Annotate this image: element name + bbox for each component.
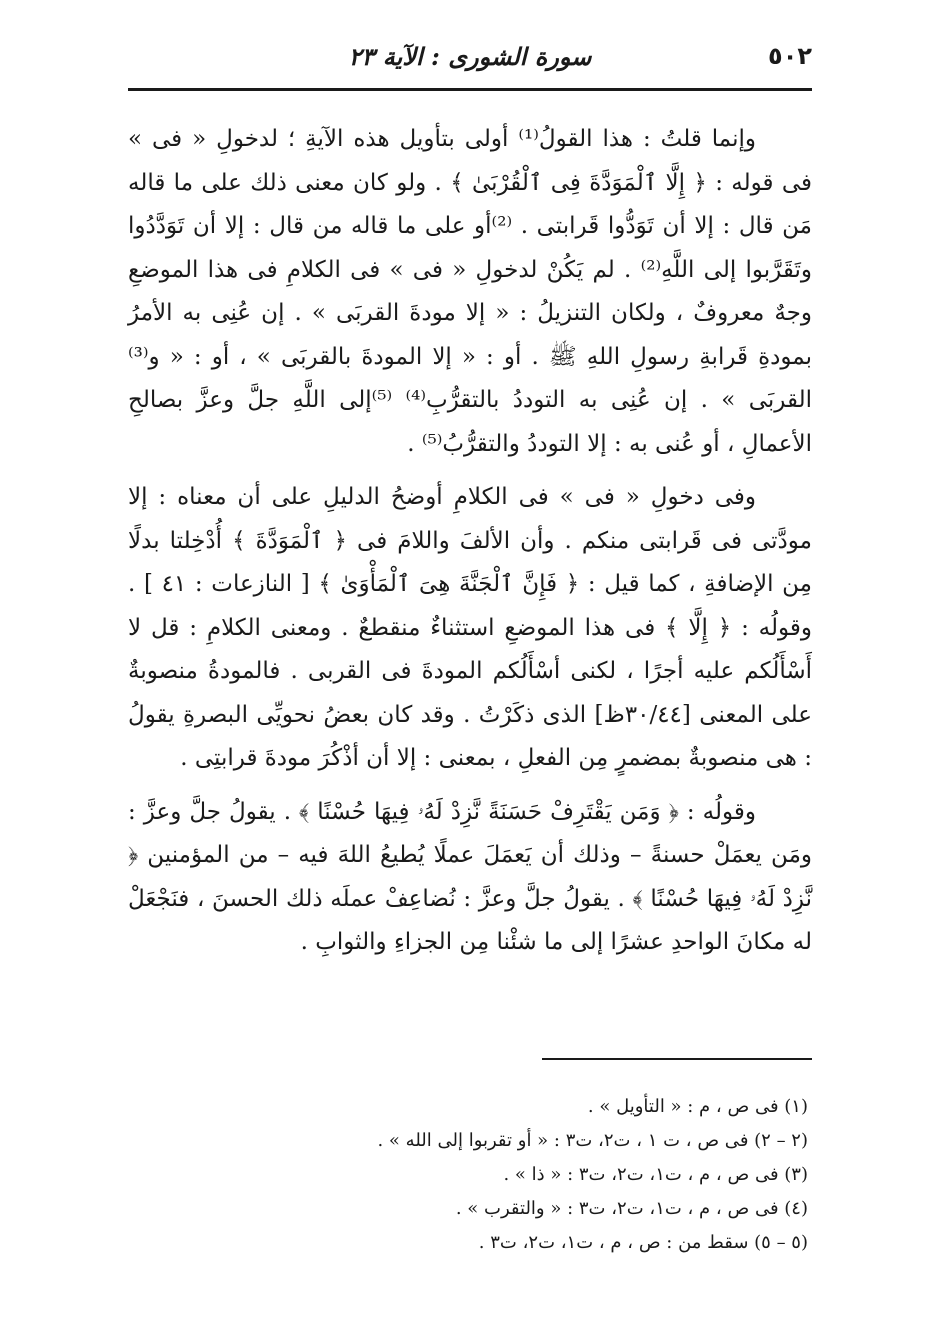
footnote-rule: [542, 1058, 812, 1060]
footnote-4: (٤) فى ص ، م ، ت١، ت٢، ت٣ : « والتقرب » .: [455, 1198, 808, 1219]
paragraph-1: وإنما قلتُ : هذا القولُ⁽¹⁾ أولى بتأويل هذه الآيةِ ؛ لدخولِ « فى » فى قوله : ﴿ إِلَّا ٱلْمَوَدَّةَ فِى ٱلْقُرْبَىٰ ﴾ . ولو كان معنى ذلك على ما قاله مَن قال : إلا أن تَوَدُّوا قَرابتى . ⁽²⁾أو على ما قاله من قال : إلا أن تَوَدَّدُوا وتَقَرَّبوا إلى اللَّهِ⁽²⁾ . لم يَكُنْ لدخولِ « فى » فى الكلامِ فى هذا الموضعِ وجهٌ معروفٌ ، ولكان التنزيلُ : « إلا مودةَ القربَى » . إن عُنِى به الأمرُ بمودةِ قَرابةِ رسولِ اللهِ ﷺ . أو : « إلا المودةَ بالقربَى » ، أو : « و⁽³⁾القربَى » . إن عُنِى به التوددُ بالتقرُّبِ⁽⁴⁾ ⁽⁵⁾إلى اللَّهِ جلَّ وعزَّ بصالحِ الأعمالِ ، أو عُنى به : إلا التوددُ والتقرُّبُ⁽⁵⁾ .: [128, 126, 813, 457]
running-title: سورة الشورى : الآية ٢٣: [348, 42, 592, 71]
page-header: [128, 38, 812, 86]
page-number: ٥٠٢: [768, 42, 812, 70]
header-rule: [128, 88, 812, 91]
footnote-1: (١) فى ص ، م : « التأويل » .: [587, 1096, 808, 1117]
footnotes: [128, 1090, 808, 1260]
footnote-3: (٣) فى ص ، م ، ت١، ت٢، ت٣ : « ذا » .: [503, 1164, 808, 1185]
main-text: [128, 118, 812, 975]
footnote-2: (٢ – ٢) فى ص ، ت ١ ، ت٢، ت٣ : « أو تقربوا إلى الله » .: [377, 1130, 808, 1151]
footnote-5: (٥ – ٥) سقط من : ص ، م ، ت١، ت٢، ت٣ .: [478, 1232, 808, 1253]
paragraph-3: وقولُه : ﴿ وَمَن يَقْتَرِفْ حَسَنَةً نَّزِدْ لَهُۥ فِيهَا حُسْنًا ﴾ . يقولُ جلَّ وعزَّ : ومَن يعمَلْ حسنةً – وذلك أن يَعمَلَ عملًا يُطيعُ اللهَ فيه – من المؤمنين ﴿ نَّزِدْ لَهُۥ فِيهَا حُسْنًا ﴾ . يقولُ جلَّ وعزَّ : نُضاعِفْ عملَه ذلك الحسنَ ، فنَجْعَلْ له مكانَ الواحدِ عشرًا إلى ما شئْنا مِن الجزاءِ والثوابِ .: [128, 798, 812, 955]
paragraph-2: وفى دخولِ « فى » فى الكلامِ أوضحُ الدليلِ على أن معناه : إلا مودَّتى فى قَرابتى منكم . وأن الألفَ واللامَ فى ﴿ ٱلْمَوَدَّةَ ﴾ أُدْخِلتا بدلًا مِن الإضافةِ ، كما قيل : ﴿ فَإِنَّ ٱلْجَنَّةَ هِىَ ٱلْمَأْوَىٰ ﴾ [ النازعات : ٤١ ] . وقولُه : ﴿ إِلَّا ﴾ فى هذا الموضعِ استثناءٌ منقطعٌ . ومعنى الكلامِ : قل لا أَسْأَلُكم عليه أجرًا ، لكنى أسْأَلُكم المودةَ فى القربى . فالمودةُ منصوبةٌ على المعنى [٣٠/٤٤ظ] الذى ذكَرْتُ . وقد كان بعضُ نحويِّى البصرةِ يقولُ : هى منصوبةٌ بمضمرٍ مِن الفعلِ ، بمعنى : إلا أن أذْكُرَ مودةَ قرابتِى .: [128, 484, 812, 771]
